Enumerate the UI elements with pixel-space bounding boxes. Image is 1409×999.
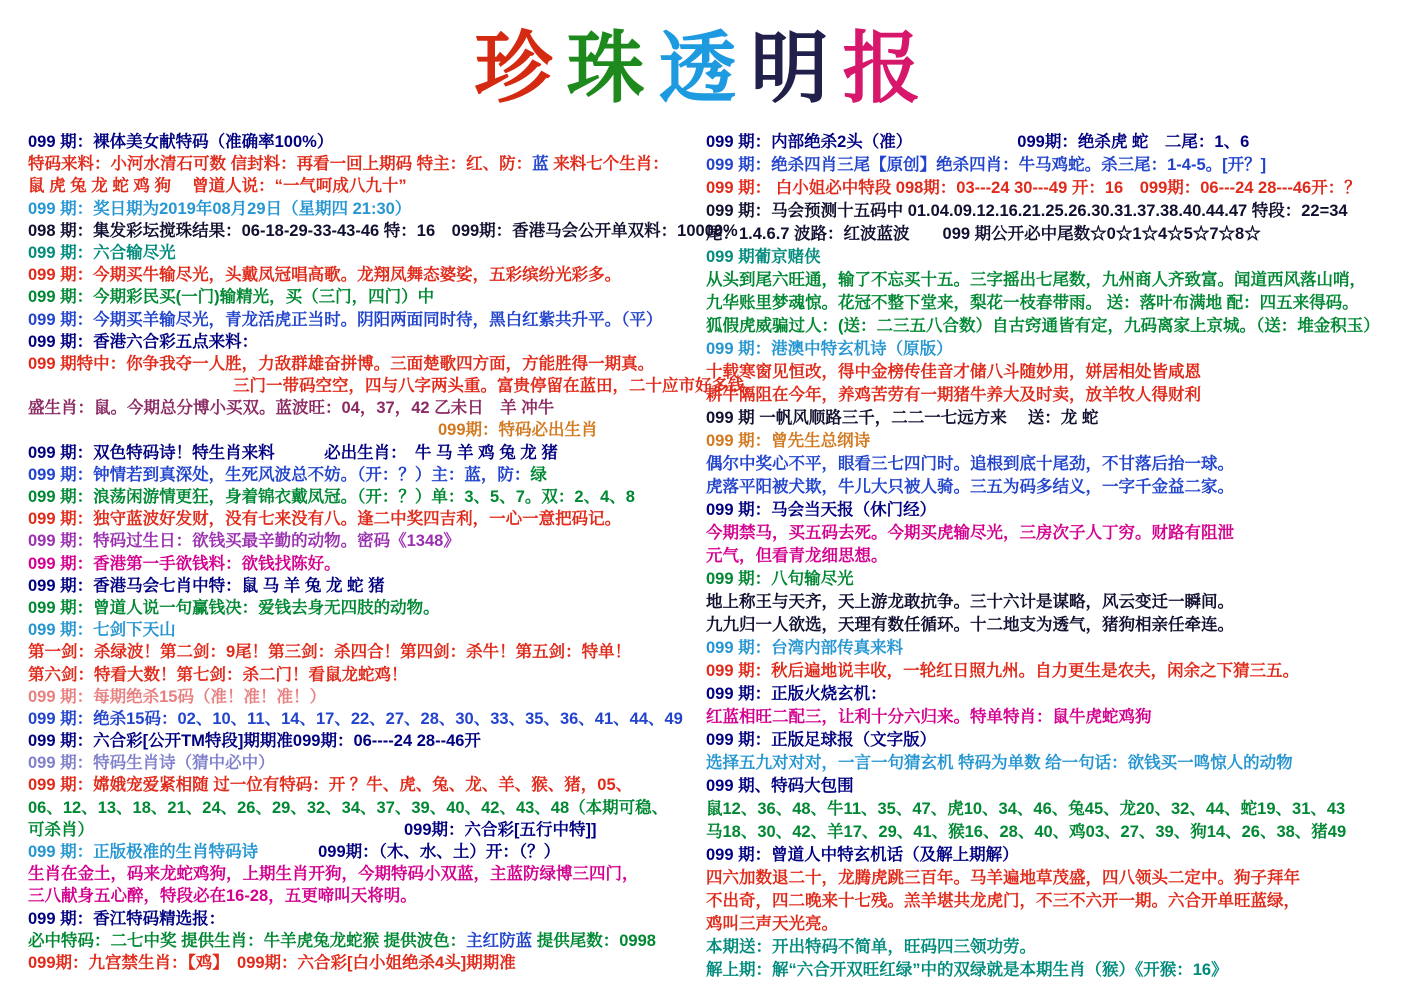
text-segment: 099期：六合彩[五行中特]] <box>404 820 597 839</box>
text-line <box>706 269 1406 292</box>
text-segment: 099 期：马会预测十五码中 01.04.09.12.16.21.25.26.30.31.37.38.40.44.47 特段：22=34 <box>706 202 1348 220</box>
text-segment: 本期送：开出特码不简单，旺码四三领功劳。 <box>706 938 1036 956</box>
text-segment: 099 期：香港六合彩五点来料： <box>28 332 259 351</box>
title-char: 珠 <box>566 23 659 114</box>
text-segment: 099 期：特码生肖诗（猜中必中） <box>28 754 275 773</box>
text-segment: 地上称王与天齐，天上游龙敢抗争。三十六计是谋略，风云变迁一瞬间。 <box>706 593 1234 611</box>
text-line <box>706 338 1406 361</box>
text-segment: 099 期：绝杀15码：02、10、11、14、17、22、27、28、30、33、35、36、41、44、49 <box>28 709 683 728</box>
text-segment: 099期：特码必出生肖 <box>438 421 598 440</box>
text-line <box>28 752 708 774</box>
text-segment: 099期：（木、水、土）开：（？） <box>318 843 561 861</box>
text-line <box>28 198 708 220</box>
text-segment: 099 期：今期买牛输尽光，头戴凤冠唱高歌。龙翔凤舞态婆娑，五彩缤纷光彩多。 <box>28 266 622 285</box>
text-segment: 099期：九宫禁生肖：【鸡】 099期：六合彩[白小姐绝杀4头]期期准 <box>28 953 516 972</box>
text-segment: 马18、30、42、羊17、29、41、猴16、28、40、鸡03、27、39、狗14、26、38、猪49 <box>706 823 1347 841</box>
text-segment: 099 期葡京赌侠 <box>706 248 821 266</box>
text-line <box>706 844 1406 867</box>
text-segment: 099 期 一帆风顺路三千，二二一七远方来 送：龙 蛇 <box>706 409 1099 427</box>
text-segment: 来料七个生肖： <box>548 155 669 174</box>
right-column <box>706 131 1406 982</box>
text-segment: 虎落平阳被犬欺，牛儿大只被人骑。三五为码多结义，一字千金益二家。 <box>706 478 1234 496</box>
text-segment: 今期禁马，买五码去死。今期买虎输尽光，三房次子人丁穷。财路有阻泄 <box>706 524 1234 542</box>
text-line <box>28 597 708 619</box>
text-segment: 必中特码：二七中奖 提供生肖：牛羊虎兔龙蛇猴 提供波色： <box>28 931 467 950</box>
text-line <box>28 131 708 153</box>
text-segment: 099期：绝杀虎 蛇 二尾：1、6 <box>1017 133 1250 151</box>
text-segment: 099 期：香港第一手欲钱料：欲钱找陈好。 <box>28 554 341 573</box>
text-line <box>28 553 708 575</box>
text-segment: 提供尾数：0998 <box>532 931 656 950</box>
text-segment: 099 期、特码大包围 <box>706 777 854 795</box>
text-line <box>28 153 708 175</box>
text-line <box>706 775 1406 798</box>
text-segment: 不出奇，四二晚来十七残。羔羊堪共龙虎门，不三不六开一期。六合开单旺蓝绿， <box>706 892 1300 910</box>
text-line <box>28 930 708 952</box>
text-line <box>28 375 761 397</box>
text-segment: 红蓝相旺二配三，让利十分六归来。特单特肖：鼠牛虎蛇鸡狗 <box>706 708 1152 726</box>
text-line <box>706 867 1406 890</box>
text-line <box>28 530 708 552</box>
text-segment: 099 期：正版极准的生肖特码诗 <box>28 843 259 861</box>
text-segment: 099 期：内部绝杀2头（准） <box>706 133 913 151</box>
text-segment: 099 期：浪荡闲游情更狂，身着锦衣戴凤冠。（开：？）单：3、5、7。双：2、4、8 <box>28 488 635 506</box>
text-line <box>28 508 708 530</box>
text-segment: 099 期：钟情若到真深处，生死风波总不妨。（开：？）主：蓝，防： <box>28 465 531 484</box>
text-line <box>28 908 708 930</box>
text-segment: 四六加数退二十，龙腾虎跳三百年。马羊遍地草茂盛，四八领头二定中。狗子拜年 <box>706 869 1300 887</box>
text-segment: 三八献身五心醉，特段必在16-28，五更啼叫天将明。 <box>28 887 417 906</box>
text-line <box>28 464 708 486</box>
text-segment: 耕牛隔阻在今年，养鸡苦劳有一期猪牛养大及时卖，放羊牧人得财利 <box>706 386 1201 404</box>
text-line <box>706 246 1406 269</box>
text-line <box>706 430 1406 453</box>
text-line <box>706 683 1406 706</box>
text-line <box>28 286 708 308</box>
text-segment: 099 期：奖日期为2019年08月29日（星期四 21:30） <box>28 199 412 218</box>
text-line <box>706 890 1406 913</box>
title-char: 报 <box>842 23 935 114</box>
text-line <box>28 863 708 885</box>
title-char: 明 <box>750 23 843 114</box>
text-line <box>706 614 1406 637</box>
text-line <box>706 798 1406 821</box>
text-line <box>706 361 1406 384</box>
text-segment: 099 期： 白小姐必中特段 098期：03---24 30---49 开：16 099期：06---24 28---46开：？ <box>706 179 1361 197</box>
text-line <box>706 200 1406 223</box>
text-segment: 狐假虎威骗过人：(送：二三五八合数）自古窍通皆有定，九码离家上京城。（送：堆金积玉） <box>706 317 1380 335</box>
text-line <box>28 419 708 441</box>
text-segment: 099 期特中：你争我夺一人胜，力敌群雄奋拼博。三面楚歌四方面，方能胜得一期真。 <box>28 354 655 373</box>
text-segment: 099 期：七剑下天山 <box>28 621 176 640</box>
text-segment: 第一剑：杀绿波！第二剑：9尾！第三剑：杀四合！第四剑：杀牛！第五剑：特单！ <box>28 643 632 662</box>
text-segment: 解上期：解“六合开双旺红绿”中的双绿就是本期生肖（猴）《开猴：16》 <box>706 961 1228 979</box>
text-segment: 099 期：马会当天报（休门经） <box>706 501 937 519</box>
text-line <box>28 686 708 708</box>
text-segment: 蓝 <box>532 155 549 174</box>
text-line <box>706 384 1406 407</box>
text-segment: 099 期：香江特码精选报： <box>28 909 226 928</box>
text-line <box>706 660 1406 683</box>
left-column <box>28 131 761 974</box>
text-segment: 第六剑：特看大数！第七剑：杀二门！看鼠龙蛇鸡！ <box>28 665 408 684</box>
text-segment: 特码来料：小河水清石可数 信封料：再看一回上期码 特主：红、防： <box>28 155 533 174</box>
text-segment: 主红防蓝 <box>466 931 533 950</box>
text-line <box>28 331 708 353</box>
text-segment: 099 期：特码过生日：欲钱买最辛勤的动物。密码《1348》 <box>28 532 460 551</box>
text-line <box>706 729 1406 752</box>
text-line <box>706 936 1406 959</box>
text-segment: 099 期：嫦娥宠爱紧相随 过一位有特码：开 ？牛、虎、兔、龙、羊、猴、猪，05、 <box>28 776 633 795</box>
text-line <box>706 453 1406 476</box>
text-segment: 099 期：每期绝杀15码（准！准！准！） <box>28 687 326 706</box>
text-line <box>28 619 708 641</box>
text-segment: 099 期：六合输尽光 <box>28 243 176 262</box>
text-segment: 偶尔中奖心不平，眼看三七四门时。追根到底十尾劲，不甘落后抬一球。 <box>706 455 1234 473</box>
text-segment: 鼠 虎 兔 龙 蛇 鸡 狗 曾道人说：“一气呵成八九十” <box>28 177 407 196</box>
text-line <box>706 476 1406 499</box>
text-segment: 099 期：今期买羊输尽光，青龙活虎正当时。阴阳两面同时待，黑白红紫共升平。（平） <box>28 310 663 329</box>
text-segment: 鼠12、36、48、牛11、35、47、虎10、34、46、兔45、龙20、32、44、蛇19、31、43 <box>706 800 1346 818</box>
text-segment: 从头到尾六旺通，输了不忘买十五。三字摇出七尾数，九州商人齐致富。闻道西风落山哨， <box>706 271 1366 289</box>
text-segment: 元气，但看青龙细思想。 <box>706 547 888 565</box>
text-segment: 099 期：裸体美女献特码（准确率100%） <box>28 133 334 151</box>
text-line <box>706 223 1406 246</box>
text-line <box>28 442 708 464</box>
text-segment: 099 期：台湾内部传真来料 <box>706 639 904 657</box>
text-segment: 生肖在金土，码来龙蛇鸡狗，上期生肖开狗，今期特码小双蓝，主蓝防绿博三四门， <box>28 865 639 884</box>
text-segment: 099 期：八句输尽光 <box>706 570 854 588</box>
text-segment: 选择五九对对对，一言一句猜玄机 特码为单数 给一句话：欲钱买一鸣惊人的动物 <box>706 754 1293 772</box>
text-segment: 099 期：绝杀四肖三尾【原创】绝杀四肖：牛马鸡蛇。杀三尾：1-4-5。[开？] <box>706 156 1267 174</box>
text-line <box>28 220 738 242</box>
text-line <box>28 774 708 796</box>
text-segment: 099 期：曾道人说一句赢钱决：爱钱去身无四肢的动物。 <box>28 598 440 617</box>
text-line <box>28 575 708 597</box>
text-segment: 099 期：独守蓝波好发财，没有七来没有八。逢二中奖四吉利，一心一意把码记。 <box>28 510 622 529</box>
text-segment: 06、12、13、18、21、24、26、29、32、34、37、39、40、42、43、48（本期可稳、 <box>28 798 669 817</box>
text-line <box>28 486 708 508</box>
text-line <box>28 309 708 331</box>
text-segment: 尾：1.4.6.7 波路：红波蓝波 099 期公开必中尾数☆0☆1☆4☆5☆7☆8☆ <box>706 225 1261 243</box>
text-line <box>28 819 708 841</box>
text-segment: 099 期：双色特码诗！特生肖来料 必出生肖： 牛 马 羊 鸡 兔 龙 猪 <box>28 443 558 462</box>
text-line <box>28 730 708 752</box>
text-segment: 绿 <box>530 465 547 484</box>
text-line <box>706 913 1406 936</box>
text-segment: 099 期：香港马会七肖中特：鼠 马 羊 兔 龙 蛇 猪 <box>28 576 385 595</box>
text-segment: 099 期：正版火烧玄机： <box>706 685 887 703</box>
text-line <box>28 242 708 264</box>
text-line <box>706 154 1406 177</box>
text-line <box>706 292 1406 315</box>
title-char: 透 <box>658 23 751 114</box>
text-line <box>706 545 1406 568</box>
text-line <box>28 397 708 419</box>
text-line <box>706 637 1406 660</box>
text-line <box>706 177 1406 200</box>
text-line <box>28 641 708 663</box>
text-line <box>28 353 708 375</box>
text-line <box>28 841 708 863</box>
text-segment: 098 期：集发彩坛搅珠结果：06-18-29-33-43-46 特：16 099期：香港马会公开单双料：10000% <box>28 221 738 240</box>
text-line <box>28 175 708 197</box>
text-line <box>28 885 708 907</box>
text-segment: 九九归一人欲选，天理有数任循环。十二地支为透气，猪狗相亲任牵连。 <box>706 616 1234 634</box>
text-line <box>706 568 1406 591</box>
text-segment: 三门一带码空空，四与八字两头重。富贵停留在蓝田，二十应市好多钱。 <box>233 377 761 396</box>
text-segment: 099 期：秋后遍地说丰收，一轮红日照九州。自力更生是农夫，闲余之下猜三五。 <box>706 662 1300 680</box>
text-line <box>706 407 1406 430</box>
text-line <box>28 708 708 730</box>
text-segment: 099 期：今期彩民买(一门)输精光，买（三门，四门）中 <box>28 288 435 307</box>
text-line <box>28 952 708 974</box>
text-line <box>28 264 708 286</box>
text-line <box>706 752 1406 775</box>
text-segment: 鸡叫三声天光亮。 <box>706 915 838 933</box>
text-line <box>28 797 708 819</box>
text-line <box>706 591 1406 614</box>
text-line <box>706 706 1406 729</box>
text-segment: 099 期：曾道人中特玄机话（及解上期解） <box>706 846 1019 864</box>
title-char: 珍 <box>474 23 567 114</box>
text-line <box>706 499 1406 522</box>
text-segment: 十载寒窗见恒改，得中金榜传佳音才储八斗随妙用，姘居相处皆咸恩 <box>706 363 1201 381</box>
text-line <box>706 522 1406 545</box>
text-segment: 九华账里梦魂惊。花冠不整下堂来，梨花一枝春带雨。 送：落叶布满地 配：四五来得码。 <box>706 294 1359 312</box>
text-line <box>706 959 1406 982</box>
text-segment: 099 期：港澳中特玄机诗（原版） <box>706 340 953 358</box>
text-segment: 099 期：曾先生总纲诗 <box>706 432 871 450</box>
text-segment: 099 期：正版足球报（文字版） <box>706 731 937 749</box>
text-line <box>28 664 708 686</box>
text-segment: 可杀肖） <box>28 820 94 839</box>
text-line <box>706 315 1406 338</box>
page-title <box>0 23 1409 114</box>
text-segment: 099 期：六合彩[公开TM特段]期期准099期：06----24 28--46开 <box>28 732 481 751</box>
text-line <box>706 821 1406 844</box>
text-line <box>706 131 1406 154</box>
text-segment: 盛生肖：鼠。今期总分博小买双。蓝波旺：04，37，42 乙未日 羊 冲牛 <box>28 399 555 418</box>
